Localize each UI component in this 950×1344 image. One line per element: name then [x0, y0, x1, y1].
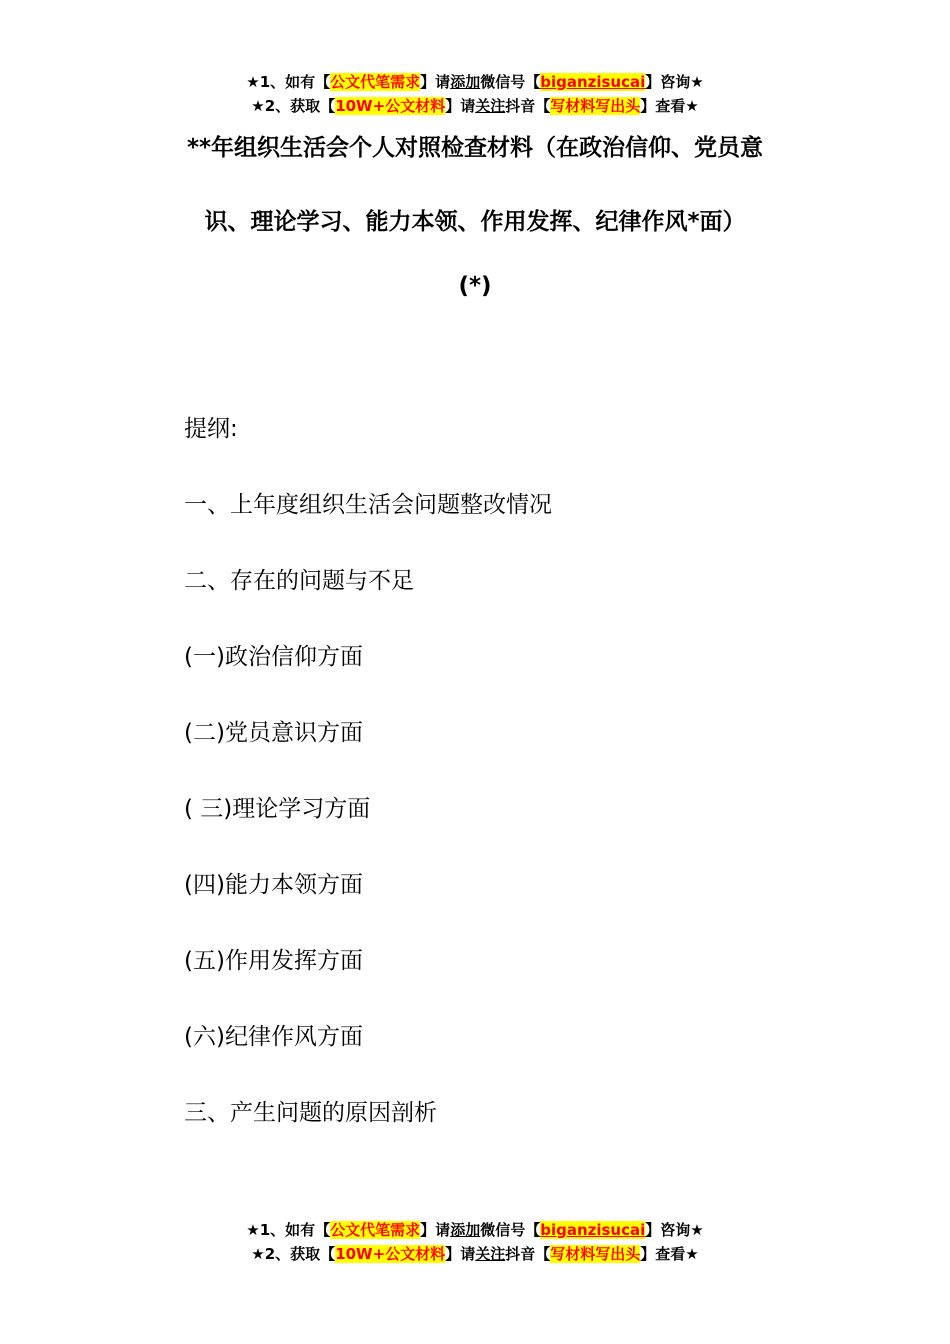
banner-underline: 添加 — [450, 73, 481, 91]
banner-highlight: 公文代笔需求 — [330, 1221, 421, 1239]
banner-text: ★2、获取【 — [251, 97, 336, 115]
banner-underline: 关注 — [475, 97, 506, 115]
banner-text: 】查看★ — [640, 97, 699, 115]
banner-text: ★1、如有【 — [246, 73, 331, 91]
banner-highlight: 写材料写出头 — [550, 97, 641, 115]
banner-line-2 — [0, 1242, 950, 1266]
banner-text: 】咨询★ — [645, 1221, 704, 1239]
banner-highlight: 写材料写出头 — [550, 1245, 641, 1263]
top-banner — [0, 70, 950, 118]
banner-highlight: 10W+公文材料 — [335, 1245, 446, 1263]
banner-line-2 — [0, 94, 950, 118]
document-title-line-3: (*) — [458, 273, 492, 299]
banner-text: 】请 — [445, 1245, 476, 1263]
outline-item: (一)政治信仰方面 — [184, 644, 363, 670]
banner-highlight: 10W+公文材料 — [335, 97, 446, 115]
outline-item: (二)党员意识方面 — [184, 720, 363, 746]
outline-item: 一、上年度组织生活会问题整改情况 — [184, 492, 552, 518]
banner-text: 】请 — [420, 1221, 451, 1239]
banner-text: 】请 — [420, 73, 451, 91]
outline-item: ( 三)理论学习方面 — [184, 796, 371, 822]
banner-text: 】咨询★ — [645, 73, 704, 91]
banner-highlight: 公文代笔需求 — [330, 73, 421, 91]
banner-text: 抖音【 — [505, 1245, 551, 1263]
document-title-line-2: 识、理论学习、能力本领、作用发挥、纪律作风*面） — [204, 209, 746, 235]
banner-line-1 — [0, 70, 950, 94]
banner-text: 微信号【 — [480, 1221, 541, 1239]
bottom-banner — [0, 1218, 950, 1266]
banner-underline: 添加 — [450, 1221, 481, 1239]
outline-item: (四)能力本领方面 — [184, 872, 363, 898]
banner-text: 微信号【 — [480, 73, 541, 91]
outline-item: 三、产生问题的原因剖析 — [184, 1100, 437, 1126]
banner-text: ★1、如有【 — [246, 1221, 331, 1239]
banner-line-1 — [0, 1218, 950, 1242]
outline-item: (六)纪律作风方面 — [184, 1024, 363, 1050]
banner-text: ★2、获取【 — [251, 1245, 336, 1263]
banner-text: 抖音【 — [505, 97, 551, 115]
banner-text: 】查看★ — [640, 1245, 699, 1263]
banner-text: 】请 — [445, 97, 476, 115]
outline-item: 二、存在的问题与不足 — [184, 568, 414, 594]
outline-item: (五)作用发挥方面 — [184, 948, 363, 974]
document-title-line-1: **年组织生活会个人对照检查材料（在政治信仰、党员意 — [186, 135, 764, 161]
banner-wechat-id[interactable]: biganzisucai — [540, 73, 646, 91]
outline-heading: 提纲: — [184, 416, 238, 442]
banner-underline: 关注 — [475, 1245, 506, 1263]
banner-wechat-id[interactable]: biganzisucai — [540, 1221, 646, 1239]
